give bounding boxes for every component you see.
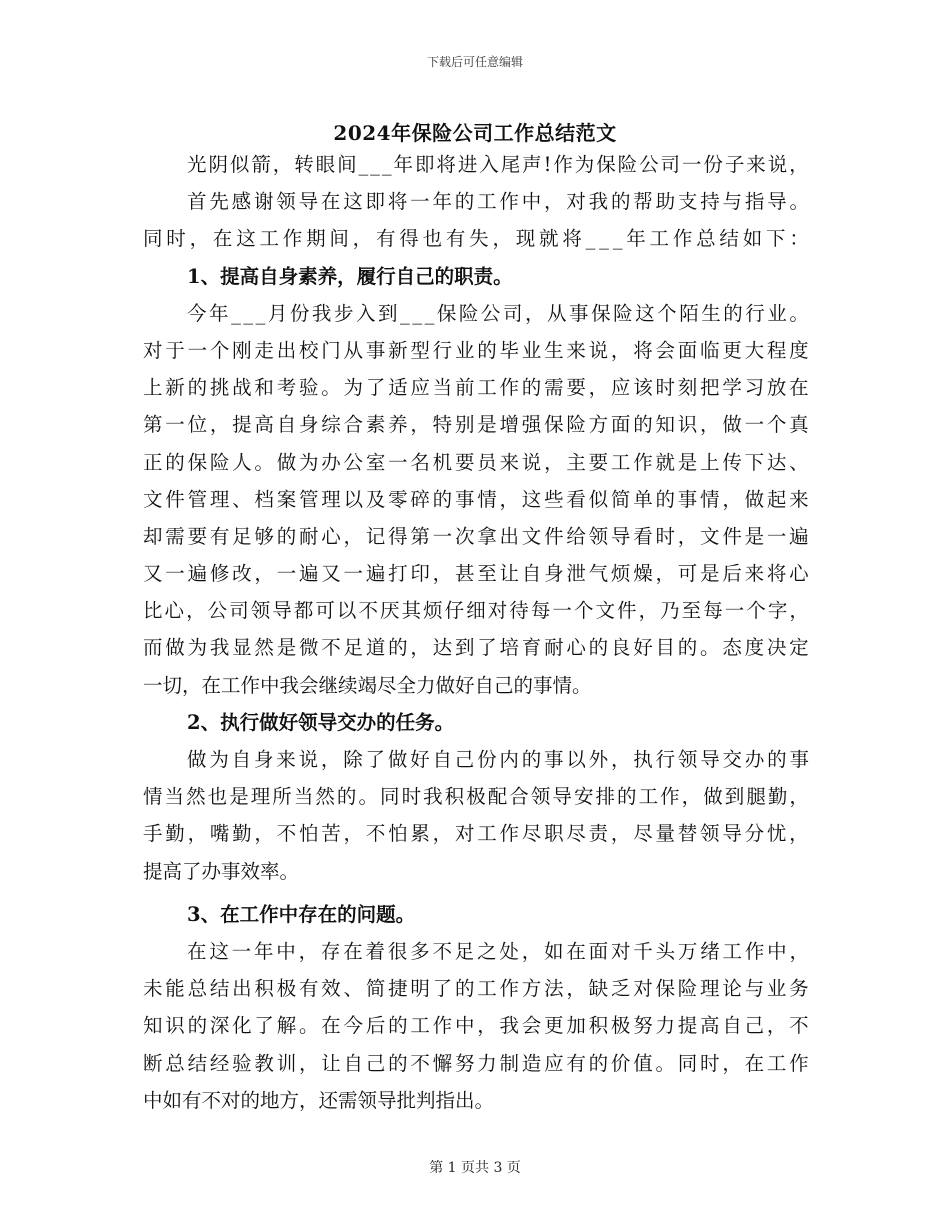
paragraph-line: 同 时 ， 在 这 工 作 期 间 ， 有 得 也 有 失 ， 现 就 将 _ _ _ 年 工 作 总 结 如 下 ：	[143, 227, 809, 251]
section-heading: 2、执行做好领导交办的任务。	[187, 710, 455, 734]
document-title: 2024年保险公司工作总结范文	[333, 121, 617, 145]
header-note: 下载后可任意编辑	[426, 55, 523, 69]
paragraph-line: 未 能 总 结 出 积 极 有 效 、 简 捷 明 了 的 工 作 方 法 ， 缺 乏 对 保 险 理 论 与 业 务	[143, 977, 809, 1001]
paragraph-line: 正 的 保 险 人 。 做 为 办 公 室 一 名 机 要 员 来 说 ， 主 要 工 作 就 是 上 传 下 达 、	[143, 450, 809, 474]
paragraph-line: 而 做 为 我 显 然 是 微 不 足 道 的 ， 达 到 了 培 育 耐 心 的 良 好 目 的 。 态 度 决 定	[143, 636, 809, 660]
paragraph-line: 提高了办事效率。	[143, 859, 300, 883]
paragraph-line: 上 新 的 挑 战 和 考 验 。 为 了 适 应 当 前 工 作 的 需 要 ， 应 该 时 刻 把 学 习 放 在	[143, 376, 809, 400]
paragraph-line: 比 心 ， 公 司 领 导 都 可 以 不 厌 其 烦 仔 细 对 待 每 一 个 文 件 ， 乃 至 每 一 个 字 ，	[143, 599, 809, 623]
paragraph-line: 又 一 遍 修 改 ， 一 遍 又 一 遍 打 印 ， 甚 至 让 自 身 泄 气 烦 燥 ， 可 是 后 来 将 心	[143, 562, 809, 586]
paragraph-line: 首 先 感 谢 领 导 在 这 即 将 一 年 的 工 作 中 ， 对 我 的 帮 助 支 持 与 指 导 。	[187, 190, 809, 214]
section-heading: 1、提高自身素养，履行自己的职责。	[187, 264, 513, 288]
paragraph-line: 光 阴 似 箭 ， 转 眼 间 _ _ _ 年 即 将 进 入 尾 声 ! 作 为 保 险 公 司 一 份 子 来 说 ，	[187, 153, 809, 176]
paragraph-line: 断 总 结 经 验 教 训 ， 让 自 己 的 不 懈 努 力 制 造 应 有 的 价 值 。 同 时 ， 在 工 作	[143, 1051, 809, 1075]
document-body	[143, 146, 809, 1119]
paragraph-line: 做 为 自 身 来 说 ， 除 了 做 好 自 己 份 内 的 事 以 外 ， 执 行 领 导 交 办 的 事	[187, 748, 809, 771]
section-heading: 3、在工作中存在的问题。	[187, 902, 416, 926]
paragraph-line: 文 件 管 理 、 档 案 管 理 以 及 零 碎 的 事 情 ， 这 些 看 似 简 单 的 事 情 ， 做 起 来	[143, 487, 809, 511]
paragraph-line: 中如有不对的地方，还需领导批判指出。	[143, 1088, 495, 1112]
paragraph-line: 情 当 然 也 是 理 所 当 然 的 。 同 时 我 积 极 配 合 领 导 安 排 的 工 作 ， 做 到 腿 勤 ，	[143, 785, 809, 809]
paragraph-line: 手 勤 ， 嘴 勤 ， 不 怕 苦 ， 不 怕 累 ， 对 工 作 尽 职 尽 责 ， 尽 量 替 领 导 分 忧 ，	[143, 822, 809, 846]
paragraph-line: 一切，在工作中我会继续竭尽全力做好自己的事情。	[143, 673, 592, 697]
paragraph-line: 对 于 一 个 刚 走 出 校 门 从 事 新 型 行 业 的 毕 业 生 来 说 ， 将 会 面 临 更 大 程 度	[143, 338, 809, 362]
page-footer: 第 1 页共 3 页	[429, 1160, 521, 1176]
paragraph-line: 在 这 一 年 中 ， 存 在 着 很 多 不 足 之 处 ， 如 在 面 对 千 头 万 绪 工 作 中 ，	[187, 939, 809, 963]
paragraph-line: 今 年 _ _ _ 月 份 我 步 入 到 _ _ _ 保 险 公 司 ， 从 事 保 险 这 个 陌 生 的 行 业 。	[187, 301, 809, 325]
paragraph-line: 知 识 的 深 化 了 解 。 在 今 后 的 工 作 中 ， 我 会 更 加 积 极 努 力 提 高 自 己 ， 不	[143, 1014, 809, 1038]
paragraph-line: 第 一 位 ， 提 高 自 身 综 合 素 养 ， 特 别 是 增 强 保 险 方 面 的 知 识 ， 做 一 个 真	[143, 413, 809, 437]
paragraph-line: 却 需 要 有 足 够 的 耐 心 ， 记 得 第 一 次 拿 出 文 件 给 领 导 看 时 ， 文 件 是 一 遍	[143, 524, 809, 548]
